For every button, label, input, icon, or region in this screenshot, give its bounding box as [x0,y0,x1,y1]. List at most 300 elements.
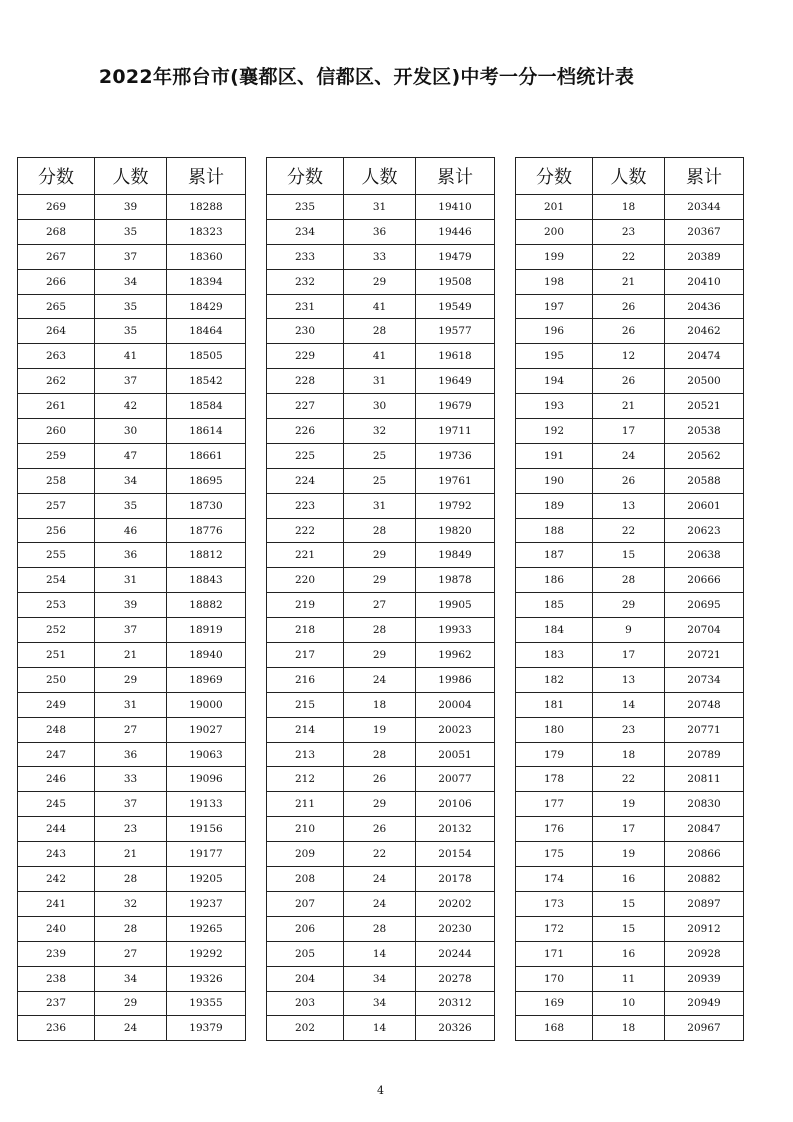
cell-count: 29 [95,991,167,1016]
cell-score: 202 [267,1016,344,1041]
table-row [267,319,495,344]
table-row [516,966,744,991]
cell-score: 196 [516,319,593,344]
score-table-1 [17,157,246,1041]
cell-count: 28 [593,568,665,593]
cell-score: 238 [18,966,95,991]
cell-score: 200 [516,219,593,244]
cell-count: 15 [593,916,665,941]
cell-cumulative: 20132 [416,817,495,842]
table-row [516,692,744,717]
cell-cumulative: 20077 [416,767,495,792]
cell-cumulative: 19355 [167,991,246,1016]
cell-count: 19 [593,792,665,817]
cell-cumulative: 19063 [167,742,246,767]
cell-count: 34 [95,966,167,991]
cell-count: 29 [95,667,167,692]
table-row [18,941,246,966]
cell-cumulative: 18394 [167,269,246,294]
cell-cumulative: 20588 [665,468,744,493]
cell-count: 26 [593,369,665,394]
cell-count: 28 [344,618,416,643]
cell-count: 18 [593,1016,665,1041]
cell-score: 258 [18,468,95,493]
cell-cumulative: 20638 [665,543,744,568]
cell-score: 179 [516,742,593,767]
cell-count: 37 [95,244,167,269]
cell-count: 47 [95,443,167,468]
cell-count: 29 [344,543,416,568]
cell-cumulative: 20721 [665,643,744,668]
header-count: 人数 [95,158,167,195]
cell-count: 31 [95,568,167,593]
cell-score: 171 [516,941,593,966]
table-row [516,742,744,767]
cell-count: 33 [344,244,416,269]
cell-score: 230 [267,319,344,344]
cell-count: 14 [344,1016,416,1041]
header-cumulative: 累计 [167,158,246,195]
cell-cumulative: 20326 [416,1016,495,1041]
cell-score: 249 [18,692,95,717]
table-row [516,568,744,593]
table-row [516,842,744,867]
table-row [267,543,495,568]
cell-count: 15 [593,891,665,916]
table-row [516,468,744,493]
cell-cumulative: 18969 [167,667,246,692]
cell-score: 192 [516,419,593,444]
cell-cumulative: 20106 [416,792,495,817]
cell-count: 36 [95,742,167,767]
header-count: 人数 [344,158,416,195]
table-header-row [516,158,744,195]
cell-cumulative: 18614 [167,419,246,444]
table-row [18,419,246,444]
cell-count: 24 [95,1016,167,1041]
table-row [18,767,246,792]
table-row [18,319,246,344]
table-row [516,369,744,394]
table-row [516,891,744,916]
table-row [516,195,744,220]
cell-score: 265 [18,294,95,319]
cell-cumulative: 19205 [167,867,246,892]
cell-score: 256 [18,518,95,543]
table-row [18,394,246,419]
cell-cumulative: 20847 [665,817,744,842]
cell-cumulative: 20244 [416,941,495,966]
cell-count: 28 [344,916,416,941]
cell-count: 29 [593,593,665,618]
table-row [18,792,246,817]
cell-score: 223 [267,493,344,518]
table-row [18,493,246,518]
cell-cumulative: 20949 [665,991,744,1016]
header-cumulative: 累计 [416,158,495,195]
cell-count: 28 [95,916,167,941]
cell-count: 17 [593,643,665,668]
cell-cumulative: 20748 [665,692,744,717]
cell-cumulative: 18843 [167,568,246,593]
cell-score: 191 [516,443,593,468]
table-row [18,344,246,369]
cell-cumulative: 18776 [167,518,246,543]
cell-cumulative: 19410 [416,195,495,220]
table-row [18,966,246,991]
table-row [18,891,246,916]
cell-score: 269 [18,195,95,220]
table-row [516,593,744,618]
cell-count: 28 [344,742,416,767]
header-score: 分数 [516,158,593,195]
cell-cumulative: 20967 [665,1016,744,1041]
table-row [267,593,495,618]
cell-count: 41 [344,344,416,369]
cell-score: 252 [18,618,95,643]
cell-score: 267 [18,244,95,269]
table-row [18,518,246,543]
cell-score: 259 [18,443,95,468]
page-title: 2022年邢台市(襄都区、信都区、开发区)中考一分一档统计表 [98,66,635,88]
cell-count: 42 [95,394,167,419]
cell-count: 32 [344,419,416,444]
cell-count: 30 [95,419,167,444]
table-row [267,269,495,294]
cell-count: 31 [344,369,416,394]
cell-score: 218 [267,618,344,643]
table-header-row [267,158,495,195]
cell-count: 22 [593,767,665,792]
cell-count: 27 [95,941,167,966]
cell-cumulative: 18940 [167,643,246,668]
cell-score: 266 [18,269,95,294]
cell-count: 24 [344,891,416,916]
table-row [267,244,495,269]
cell-cumulative: 18323 [167,219,246,244]
table-row [18,369,246,394]
table-row [516,344,744,369]
table-row [18,742,246,767]
cell-count: 23 [593,219,665,244]
cell-score: 172 [516,916,593,941]
table-row [18,294,246,319]
cell-cumulative: 18288 [167,195,246,220]
table-row [516,1016,744,1041]
cell-count: 21 [593,269,665,294]
cell-score: 215 [267,692,344,717]
cell-count: 35 [95,493,167,518]
table-row [18,269,246,294]
score-table-2 [266,157,495,1041]
cell-cumulative: 20178 [416,867,495,892]
table-row [267,891,495,916]
cell-score: 264 [18,319,95,344]
cell-cumulative: 19577 [416,319,495,344]
cell-cumulative: 20704 [665,618,744,643]
cell-count: 21 [95,643,167,668]
table-row [18,842,246,867]
cell-score: 217 [267,643,344,668]
cell-score: 224 [267,468,344,493]
table-row [267,419,495,444]
cell-score: 216 [267,667,344,692]
cell-cumulative: 19679 [416,394,495,419]
cell-cumulative: 19265 [167,916,246,941]
table-row [18,1016,246,1041]
table-row [516,867,744,892]
cell-score: 189 [516,493,593,518]
table-row [516,419,744,444]
cell-score: 236 [18,1016,95,1041]
table-row [18,643,246,668]
cell-score: 240 [18,916,95,941]
table-row [267,991,495,1016]
cell-score: 261 [18,394,95,419]
cell-cumulative: 19000 [167,692,246,717]
cell-cumulative: 19849 [416,543,495,568]
cell-score: 181 [516,692,593,717]
table-row [516,643,744,668]
table-row [516,767,744,792]
cell-cumulative: 20695 [665,593,744,618]
table-row [18,568,246,593]
table-row [516,493,744,518]
cell-cumulative: 20928 [665,941,744,966]
table-row [18,244,246,269]
table-row [18,543,246,568]
cell-count: 41 [95,344,167,369]
cell-score: 207 [267,891,344,916]
cell-score: 225 [267,443,344,468]
table-row [516,394,744,419]
table-row [516,518,744,543]
cell-count: 37 [95,792,167,817]
cell-count: 36 [95,543,167,568]
cell-score: 206 [267,916,344,941]
table-row [516,269,744,294]
cell-cumulative: 19027 [167,717,246,742]
cell-cumulative: 19962 [416,643,495,668]
cell-score: 198 [516,269,593,294]
cell-cumulative: 19479 [416,244,495,269]
cell-cumulative: 19177 [167,842,246,867]
cell-cumulative: 18542 [167,369,246,394]
cell-score: 241 [18,891,95,916]
cell-score: 199 [516,244,593,269]
table-row [267,294,495,319]
cell-count: 11 [593,966,665,991]
table-row [18,867,246,892]
cell-cumulative: 19792 [416,493,495,518]
table-row [516,717,744,742]
cell-cumulative: 20771 [665,717,744,742]
cell-cumulative: 20410 [665,269,744,294]
table-row [267,867,495,892]
cell-score: 203 [267,991,344,1016]
cell-score: 177 [516,792,593,817]
cell-count: 23 [95,817,167,842]
cell-cumulative: 19618 [416,344,495,369]
table-row [18,692,246,717]
cell-score: 257 [18,493,95,518]
cell-count: 24 [593,443,665,468]
cell-score: 235 [267,195,344,220]
cell-count: 29 [344,269,416,294]
cell-count: 34 [344,966,416,991]
cell-score: 186 [516,568,593,593]
cell-count: 13 [593,493,665,518]
cell-cumulative: 20312 [416,991,495,1016]
table-row [18,618,246,643]
cell-score: 205 [267,941,344,966]
cell-cumulative: 20882 [665,867,744,892]
table-row [267,966,495,991]
cell-count: 18 [344,692,416,717]
cell-cumulative: 18812 [167,543,246,568]
cell-cumulative: 20202 [416,891,495,916]
cell-count: 16 [593,867,665,892]
cell-count: 21 [593,394,665,419]
cell-score: 221 [267,543,344,568]
cell-score: 208 [267,867,344,892]
cell-score: 170 [516,966,593,991]
cell-cumulative: 19905 [416,593,495,618]
cell-count: 39 [95,195,167,220]
cell-score: 176 [516,817,593,842]
cell-score: 250 [18,667,95,692]
header-score: 分数 [18,158,95,195]
cell-cumulative: 20436 [665,294,744,319]
cell-count: 35 [95,294,167,319]
cell-cumulative: 19292 [167,941,246,966]
table-row [516,319,744,344]
cell-count: 25 [344,443,416,468]
cell-score: 183 [516,643,593,668]
cell-cumulative: 20623 [665,518,744,543]
cell-count: 26 [593,468,665,493]
table-row [516,991,744,1016]
cell-cumulative: 20344 [665,195,744,220]
table-row [18,219,246,244]
cell-cumulative: 19508 [416,269,495,294]
cell-cumulative: 18584 [167,394,246,419]
cell-count: 26 [344,817,416,842]
cell-score: 239 [18,941,95,966]
cell-score: 174 [516,867,593,892]
cell-score: 219 [267,593,344,618]
cell-count: 12 [593,344,665,369]
cell-cumulative: 20811 [665,767,744,792]
cell-count: 21 [95,842,167,867]
cell-count: 10 [593,991,665,1016]
cell-score: 260 [18,419,95,444]
cell-count: 15 [593,543,665,568]
cell-cumulative: 20912 [665,916,744,941]
cell-cumulative: 20051 [416,742,495,767]
cell-score: 242 [18,867,95,892]
table-row [267,667,495,692]
table-row [516,219,744,244]
cell-score: 195 [516,344,593,369]
table-row [516,941,744,966]
cell-count: 22 [593,244,665,269]
cell-score: 233 [267,244,344,269]
cell-count: 29 [344,643,416,668]
cell-cumulative: 19379 [167,1016,246,1041]
cell-score: 178 [516,767,593,792]
cell-cumulative: 19878 [416,568,495,593]
cell-score: 254 [18,568,95,593]
cell-count: 22 [344,842,416,867]
cell-score: 201 [516,195,593,220]
cell-score: 251 [18,643,95,668]
cell-score: 175 [516,842,593,867]
cell-count: 35 [95,219,167,244]
cell-count: 24 [344,667,416,692]
cell-cumulative: 18429 [167,294,246,319]
cell-count: 32 [95,891,167,916]
cell-count: 31 [344,493,416,518]
cell-count: 17 [593,419,665,444]
table-row [267,219,495,244]
cell-count: 36 [344,219,416,244]
cell-score: 262 [18,369,95,394]
table-row [267,842,495,867]
table-row [267,195,495,220]
cell-score: 234 [267,219,344,244]
cell-count: 30 [344,394,416,419]
cell-cumulative: 20734 [665,667,744,692]
cell-score: 210 [267,817,344,842]
cell-score: 169 [516,991,593,1016]
table-row [18,443,246,468]
cell-cumulative: 20154 [416,842,495,867]
page-number: 4 [377,1084,384,1097]
cell-count: 34 [95,269,167,294]
cell-score: 212 [267,767,344,792]
cell-count: 18 [593,742,665,767]
table-row [18,817,246,842]
cell-cumulative: 19761 [416,468,495,493]
table-row [516,443,744,468]
table-row [18,468,246,493]
table-row [267,792,495,817]
cell-cumulative: 19711 [416,419,495,444]
table-row [516,817,744,842]
cell-cumulative: 19986 [416,667,495,692]
cell-score: 268 [18,219,95,244]
cell-cumulative: 20500 [665,369,744,394]
cell-cumulative: 18919 [167,618,246,643]
header-score: 分数 [267,158,344,195]
cell-cumulative: 20939 [665,966,744,991]
score-table-3 [515,157,744,1041]
cell-cumulative: 19549 [416,294,495,319]
cell-score: 243 [18,842,95,867]
table-row [516,244,744,269]
cell-score: 227 [267,394,344,419]
cell-count: 14 [593,692,665,717]
table-row [18,916,246,941]
cell-cumulative: 20462 [665,319,744,344]
cell-cumulative: 18730 [167,493,246,518]
cell-count: 35 [95,319,167,344]
cell-score: 184 [516,618,593,643]
cell-cumulative: 20830 [665,792,744,817]
cell-score: 226 [267,419,344,444]
cell-count: 29 [344,792,416,817]
